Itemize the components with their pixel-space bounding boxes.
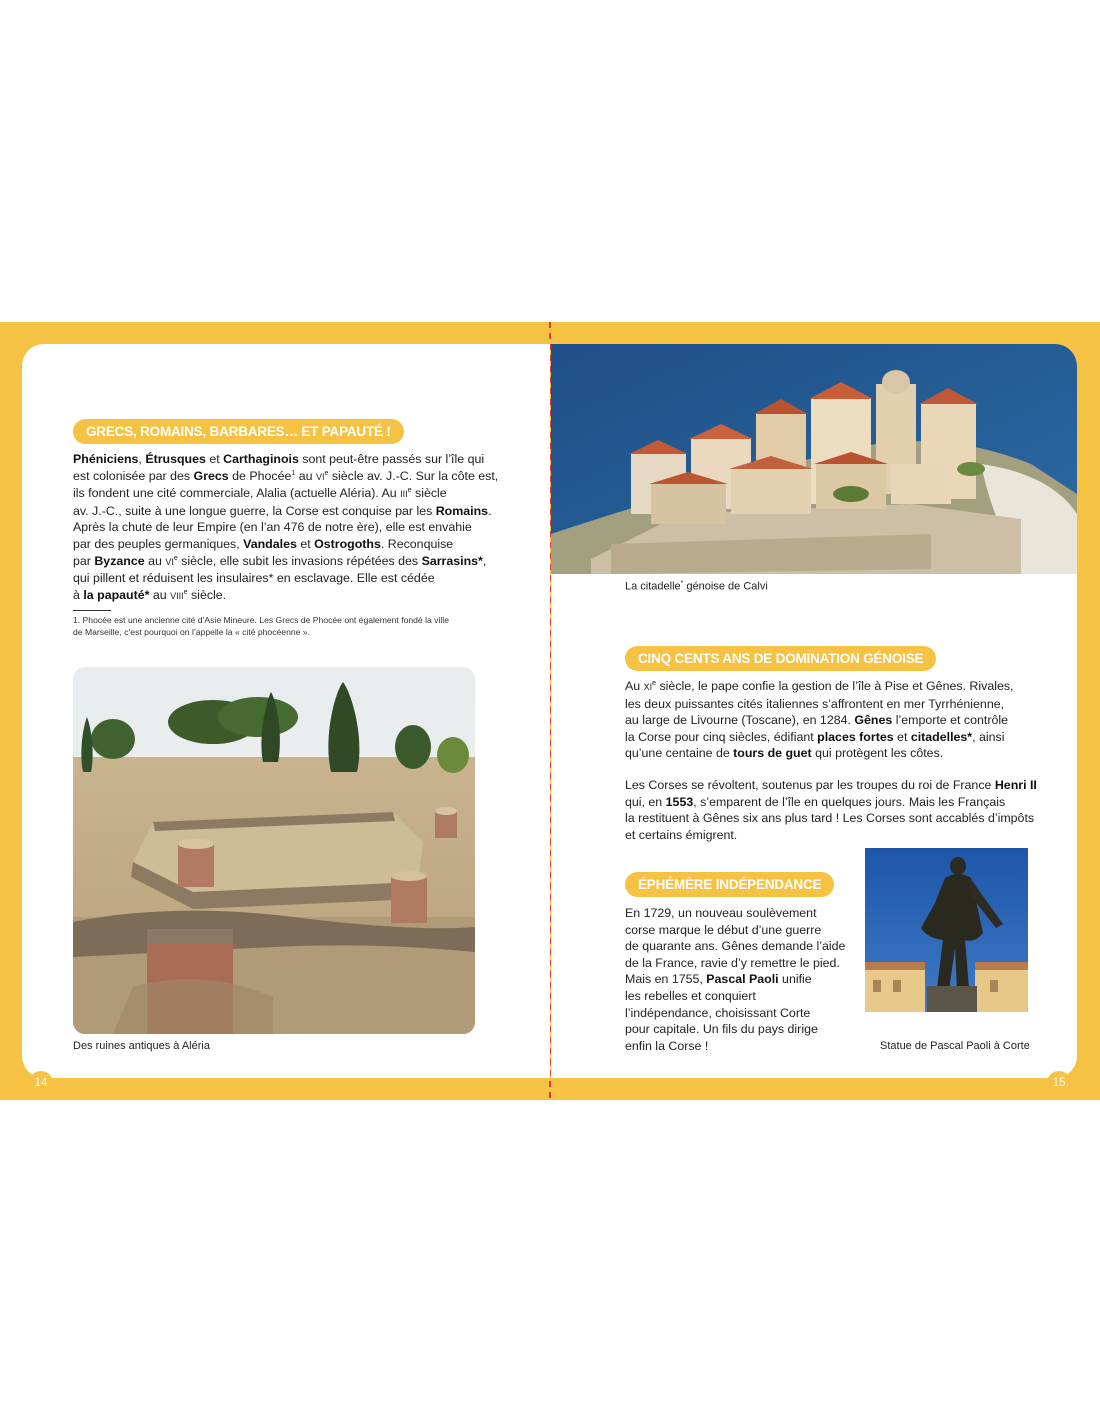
text-line [625,1021,855,1038]
footnote [73,615,493,638]
text-run: l’indépendance, choisissant Corte [625,1005,811,1020]
caption-text: génoise de Calvi [683,580,768,593]
superscript: e [407,487,412,495]
bold-term: Étrusques [145,452,206,466]
text-run: et [205,452,224,466]
text-line [625,729,1045,746]
text-line [625,938,855,955]
text-run: siècle av. J.-C. Sur la côte est, [328,468,499,483]
footnote-line: 1. Phocée est une ancienne cité d’Asie Mineure. Les Grecs de Phocée ont également fondé la ville [73,615,449,625]
text-line [73,553,493,571]
text-run: unifie [778,972,812,987]
book-spread [0,322,1100,1100]
text-run: au [295,468,316,483]
page-number: 14 [34,1077,48,1089]
text-run: et [893,729,911,744]
bold-term: tours de guet [733,746,812,761]
text-run: par [73,553,95,568]
bold-term: Byzance [94,553,145,568]
text-line [625,922,855,939]
text-run: par des peuples germaniques, [73,536,244,551]
aleria-ruins-photo [73,667,475,1034]
calvi-photo-caption [625,580,768,593]
calvi-citadel-photo [551,344,1077,574]
aleria-photo-caption: Des ruines antiques à Aléria [73,1040,210,1052]
statue-caption: Statue de Pascal Paoli à Corte [880,1040,1030,1052]
text-run: . [488,503,492,518]
text-run: qui, en [625,794,666,809]
text-run: av. J.-C., suite à une longue guerre, la Corse est conquise par les [73,503,436,518]
text-run: Au [625,679,644,693]
bold-term: Ostrogoths [314,536,381,551]
text-line [625,745,1045,762]
text-line [625,1005,855,1022]
text-line [625,955,855,972]
text-run: la Corse pour cinq siècles, édifiant [625,729,818,744]
text-run: qu’une centaine de [625,746,734,761]
small-caps: VI [315,471,325,482]
text-run: Mais en 1755, [625,972,707,987]
small-caps: XI [643,682,653,692]
section-heading-independance: ÉPHÉMÈRE INDÉPENDANCE [625,872,834,897]
text-run: , [138,452,146,466]
text-line [73,503,493,520]
text-run: , ainsi [972,729,1005,744]
bold-term: Henri II [994,778,1037,792]
superscript: e [324,469,329,477]
bold-term: Pascal Paoli [706,972,779,987]
bold-term: Grecs [193,468,229,483]
bold-term: Phéniciens [73,452,139,466]
text-line [625,794,1045,811]
independance-paragraph [625,905,855,1054]
text-line [73,468,499,486]
small-caps: VI [165,556,174,567]
small-caps: III [400,489,408,500]
text-run: de Phocée [228,468,292,483]
genoise-paragraph-1 [625,678,1045,762]
bold-term: la papauté* [83,587,150,602]
text-run: siècle. [187,587,227,602]
text-run: , s’emparent de l’île en quelques jours. Mais les Français [693,794,1006,809]
paoli-statue-photo [865,848,1028,1012]
text-line [73,485,493,503]
bold-term: Gênes [854,713,893,728]
bold-term: 1553 [665,794,694,809]
text-run: la restituent à Gênes six ans plus tard ! Les Corses sont accablés d’impôts [625,811,1035,826]
text-line [73,587,493,605]
right-page [551,344,1077,1089]
bold-term: Vandales [243,536,297,551]
text-run: pour capitale. Un fils du pays dirige [625,1022,818,1037]
caption-asterisk: * [680,580,684,587]
left-page [22,344,550,1089]
genoise-paragraph-2 [625,777,1045,843]
text-run: qui pillent et réduisent les insulaires* en esclavage. Elle est cédée [73,571,435,586]
superscript: e [183,588,188,596]
superscript: e [652,679,657,687]
text-run: siècle [411,486,447,501]
text-run: . Reconquise [380,536,454,551]
bold-term: places fortes [817,729,894,744]
text-run: les rebelles et conquiert [625,988,756,1003]
text-run: à [73,587,84,602]
text-run: au large de Livourne (Toscane), en 1284. [625,713,855,728]
text-run: corse marque le début d’une guerre [625,922,822,937]
text-run: siècle, le pape confie la gestion de l’île à Pise et Gênes. Rivales, [656,679,1014,693]
page-number-badge [1047,1071,1071,1095]
text-line [625,971,855,988]
text-line [625,827,1045,844]
intro-paragraph [73,451,499,604]
text-line [73,536,493,553]
text-run: En 1729, un nouveau soulèvement [625,906,817,920]
bold-term: Romains [435,503,489,518]
text-line [73,451,493,468]
text-run: de la France, ravie d’y remettre le pied. [625,955,840,970]
text-run: ils fondent une cité commerciale, Alalia (actuelle Aléria). Au [73,486,401,501]
text-run: sont peut-être passés sur l’île qui [298,452,485,466]
footnote-rule [73,610,111,611]
text-run: et certains émigrent. [625,827,738,842]
text-run: au [144,553,166,568]
text-run: qui protègent les côtes. [811,746,944,761]
section-heading-genoise: CINQ CENTS ANS DE DOMINATION GÉNOISE [625,646,936,671]
page-number-badge [29,1071,53,1095]
text-run: Après la chute de leur Empire (en l’an 476 de notre ère), elle est envahie [73,520,472,535]
text-line [625,1038,855,1055]
text-line [73,570,493,587]
bold-term: Sarrasins* [421,553,483,568]
text-run: est colonisée par des [73,468,194,483]
text-run: les deux puissantes cités italiennes s’affrontent en mer Tyrrhénienne, [625,696,1005,711]
text-run: au [149,587,171,602]
bold-term: Carthaginois [223,452,299,466]
superscript: 1 [291,469,296,477]
text-line [73,519,493,536]
text-line [625,712,1045,729]
text-line [625,988,855,1005]
text-line [625,696,1045,713]
superscript: e [173,554,178,562]
page-number: 15 [1052,1077,1066,1089]
text-run: enfin la Corse ! [625,1038,709,1053]
text-run: et [296,536,315,551]
text-line [625,810,1045,827]
text-run: Les Corses se révoltent, soutenus par les troupes du roi de France [625,778,995,792]
section-heading-grecs: GRECS, ROMAINS, BARBARES… ET PAPAUTÉ ! [73,419,404,444]
text-run: de quarante ans. Gênes demande l’aide [625,939,846,954]
small-caps: VIII [170,590,184,601]
bold-term: citadelles* [910,729,973,744]
text-line [625,678,1045,696]
footnote-line: de Marseille, c’est pourquoi on l’appelle la « cité phocéenne ». [73,626,310,637]
caption-text: La citadelle [625,580,681,593]
text-line [625,905,855,922]
text-run: l’emporte et contrôle [892,713,1008,728]
text-line [625,777,1045,794]
text-run: , [482,553,487,568]
text-run: siècle, elle subit les invasions répétées des [177,553,422,568]
